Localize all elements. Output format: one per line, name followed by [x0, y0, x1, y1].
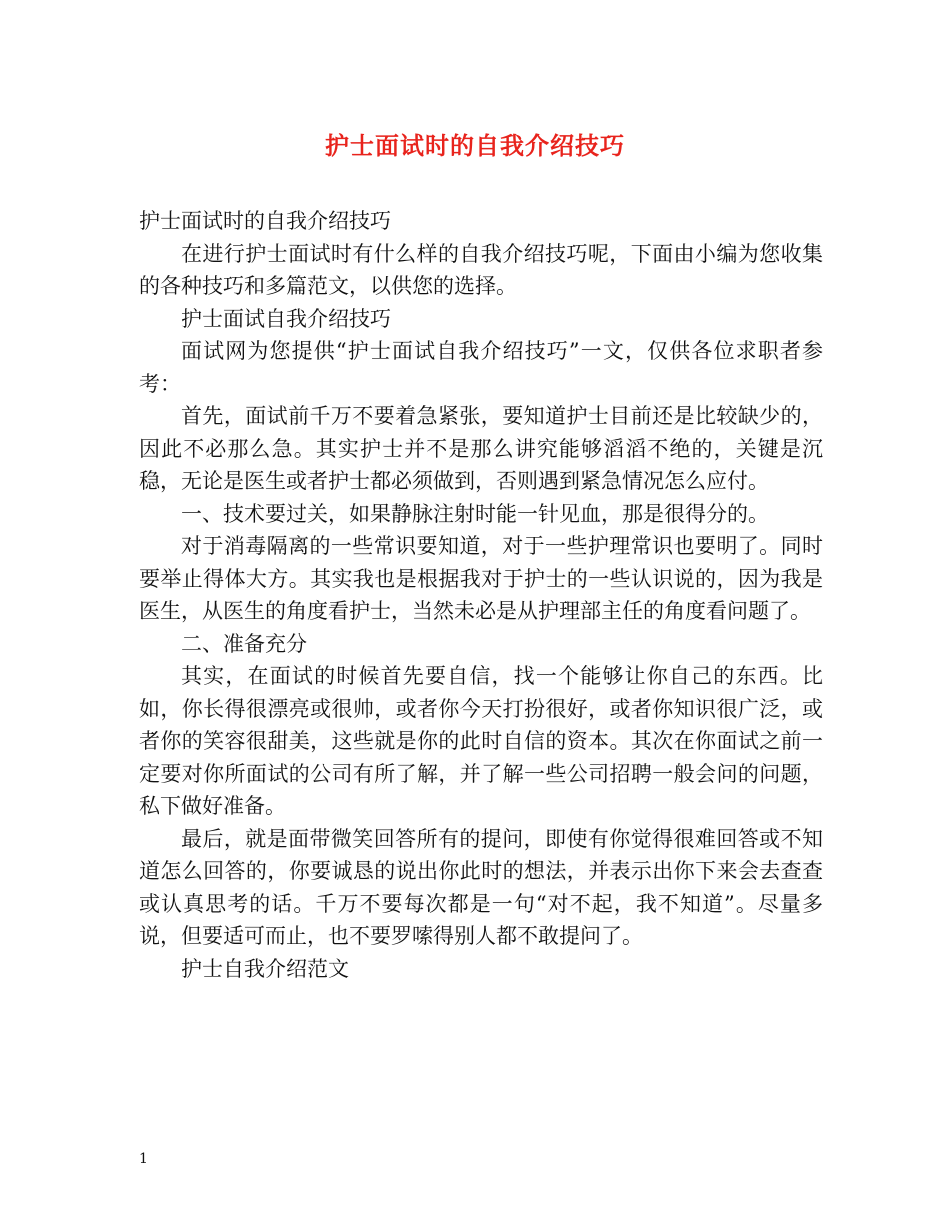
paragraph: 其实，在面试的时候首先要自信，找一个能够让你自己的东西。比如，你长得很漂亮或很帅，或者你今天打扮很好，或者你知识很广泛，或者你的笑容很甜美，这些就是你的此时自信的资本。其次在你面试之前一定要对你所面试的公司有所了解，并了解一些公司招聘一般会问的问题，私下做好准备。 — [139, 664, 823, 818]
section-heading: 二、准备充分 — [181, 631, 307, 656]
paragraph: 在进行护士面试时有什么样的自我介绍技巧呢，下面由小编为您收集的各种技巧和多篇范文，以供您的选择。 — [139, 241, 823, 298]
section-heading: 护士自我介绍范文 — [181, 956, 349, 981]
paragraph-subtitle: 护士面试时的自我介绍技巧 — [139, 209, 391, 233]
paragraph: 一、技术要过关，如果静脉注射时能一针见血，那是很得分的。 — [181, 501, 769, 526]
page-number: 1 — [139, 1151, 148, 1167]
document-body — [139, 205, 823, 985]
paragraph: 对于消毒隔离的一些常识要知道，对于一些护理常识也要明了。同时要举止得体大方。其实我也是根据我对于护士的一些认识说的，因为我是医生，从医生的角度看护士，当然未必是从护理部主任的角度看问题了。 — [139, 534, 823, 623]
paragraph: 面试网为您提供“护士面试自我介绍技巧”一文，仅供各位求职者参考： — [139, 339, 823, 396]
section-heading: 护士面试自我介绍技巧 — [181, 306, 391, 331]
page-title: 护士面试时的自我介绍技巧 — [325, 131, 625, 160]
paragraph: 首先，面试前千万不要着急紧张，要知道护士目前还是比较缺少的，因此不必那么急。其实护士并不是那么讲究能够滔滔不绝的，关键是沉稳，无论是医生或者护士都必须做到，否则遇到紧急情况怎么应付。 — [139, 404, 823, 493]
paragraph: 最后，就是面带微笑回答所有的提问，即使有你觉得很难回答或不知道怎么回答的，你要诚恳的说出你此时的想法，并表示出你下来会去查查或认真思考的话。千万不要每次都是一句“对不起，我不知道”。尽量多说，但要适可而止，也不要罗嗦得别人都不敢提问了。 — [139, 826, 823, 948]
